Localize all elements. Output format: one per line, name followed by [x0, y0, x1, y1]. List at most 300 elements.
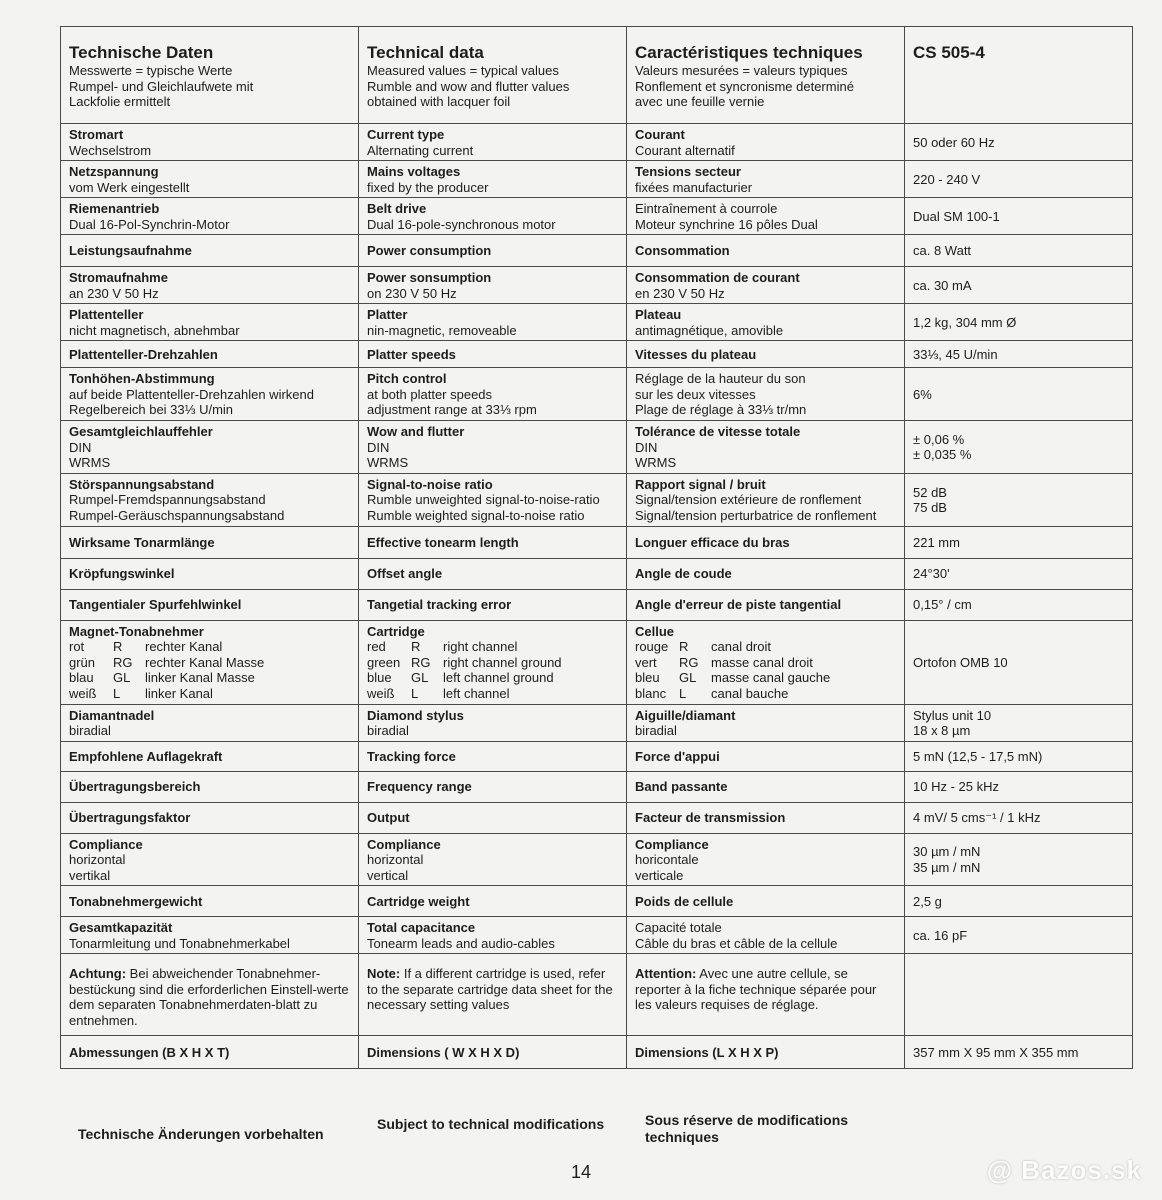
spec-cell-en: [359, 368, 627, 421]
spec-cell-en: [359, 124, 627, 161]
spec-value: 2,5 g: [913, 893, 942, 909]
spec-value: 18 x 8 µm: [913, 723, 971, 738]
spec-value-cell: [905, 954, 1133, 1036]
spec-value: ca. 16 pF: [913, 927, 968, 943]
cartridge-pin-field: right channel: [443, 639, 518, 654]
spec-label: Cartridge weight: [367, 893, 470, 909]
cartridge-pin-field: canal bauche: [711, 685, 789, 701]
cartridge-pin-field: R: [113, 639, 123, 654]
spec-cell-de: [61, 161, 359, 198]
cartridge-pin-row: [367, 686, 618, 702]
spec-row: [61, 267, 1133, 304]
spec-value: ± 0,035 %: [913, 447, 972, 463]
cartridge-pin-row: [69, 686, 350, 702]
spec-label: Empfohlene Auflagekraft: [69, 748, 223, 764]
spec-line: Rumpel-Fremdspannungsabstand: [69, 492, 266, 507]
spec-cell-fr: [627, 473, 905, 526]
note-text: [367, 966, 618, 1013]
header-cell: [359, 27, 627, 124]
spec-cell-en: [359, 741, 627, 771]
cartridge-pin-field: weiß: [69, 685, 97, 701]
spec-cell-de: [61, 704, 359, 741]
spec-line: Câble du bras et câble de la cellule: [635, 935, 838, 951]
spec-cell-en: [359, 341, 627, 368]
spec-cell-de: [61, 124, 359, 161]
spec-cell-de: [61, 620, 359, 704]
spec-line: on 230 V 50 Hz: [367, 285, 457, 301]
spec-label: Compliance: [367, 836, 441, 852]
spec-row: [61, 368, 1133, 421]
cartridge-pin-row: [69, 639, 350, 655]
footer-en: Subject to technical modifications: [377, 1116, 605, 1132]
spec-line: an 230 V 50 Hz: [69, 285, 159, 301]
cartridge-pin-row: [69, 655, 350, 671]
spec-line: vom Werk eingestellt: [69, 179, 190, 195]
spec-value: 33⅓, 45 U/min: [913, 346, 998, 362]
spec-row: [61, 235, 1133, 267]
header-cell: [905, 27, 1133, 124]
cartridge-pin-field: R: [411, 639, 421, 654]
spec-label: Current type: [367, 127, 445, 142]
spec-label: Tolérance de vitesse totale: [635, 424, 801, 439]
spec-cell-en: [359, 771, 627, 802]
spec-label: Belt drive: [367, 201, 427, 216]
spec-line: Tonarmleitung und Tonabnehmerkabel: [69, 935, 290, 951]
spec-value: 1,2 kg, 304 mm Ø: [913, 314, 1017, 330]
spec-row: [61, 124, 1133, 161]
spec-cell-en: [359, 198, 627, 235]
header-title: CS 505-4: [913, 43, 985, 62]
note-label: Attention:: [635, 966, 697, 981]
spec-value-cell: [905, 802, 1133, 833]
spec-line: WRMS: [367, 455, 409, 470]
header-title: Caractéristiques techniques: [635, 43, 863, 62]
spec-label: Platter: [367, 307, 408, 322]
spec-cell-en: [359, 886, 627, 917]
spec-line: WRMS: [69, 455, 111, 470]
spec-label: Kröpfungswinkel: [69, 566, 175, 582]
spec-row: [61, 1036, 1133, 1069]
cartridge-pin-field: GL: [113, 670, 131, 685]
spec-label: Magnet-Tonabnehmer: [69, 623, 204, 639]
spec-value: ca. 30 mA: [913, 277, 972, 293]
cartridge-pin-field: RG: [679, 654, 699, 670]
header-title: Technical data: [367, 43, 484, 62]
spec-row: [61, 341, 1133, 368]
spec-row: [61, 304, 1133, 341]
spec-label: Offset angle: [367, 566, 443, 582]
spec-cell-de: [61, 473, 359, 526]
cartridge-pin-field: rechter Kanal Masse: [145, 654, 265, 670]
spec-value-cell: [905, 771, 1133, 802]
spec-cell-fr: [627, 124, 905, 161]
spec-row: [61, 833, 1133, 886]
spec-label: Diamond stylus: [367, 707, 464, 723]
spec-cell-fr: [627, 341, 905, 368]
spec-line: Regelbereich bei 33⅓ U/min: [69, 402, 234, 417]
spec-value: 4 mV/ 5 cms⁻¹ / 1 kHz: [913, 810, 1041, 826]
spec-label: Übertragungsfaktor: [69, 810, 191, 826]
spec-sheet: [60, 26, 1132, 1069]
spec-cell-en: [359, 589, 627, 620]
spec-line: DIN: [367, 439, 390, 455]
cartridge-pin-row: [635, 655, 896, 671]
cartridge-pin-field: linker Kanal: [145, 685, 213, 701]
cartridge-pin-field: red: [367, 639, 386, 654]
spec-label: Compliance: [635, 836, 709, 852]
spec-line: at both platter speeds: [367, 386, 493, 402]
cartridge-pin-field: canal droit: [711, 639, 771, 654]
spec-label: Gesamtgleichlauffehler: [69, 424, 213, 439]
spec-value-cell: [905, 235, 1133, 267]
spec-line: antimagnétique, amovible: [635, 322, 784, 338]
spec-cell-de: [61, 198, 359, 235]
spec-cell-en: [359, 558, 627, 589]
watermark: @ Bazos.sk: [986, 1155, 1142, 1185]
spec-value: Dual SM 100-1: [913, 208, 1000, 224]
spec-cell-de: [61, 368, 359, 421]
spec-value-cell: [905, 704, 1133, 741]
spec-cell-en: [359, 526, 627, 558]
spec-value-cell: [905, 620, 1133, 704]
cartridge-pin-field: linker Kanal Masse: [145, 670, 255, 685]
spec-label: Cellue: [635, 623, 675, 639]
spec-value-cell: [905, 124, 1133, 161]
spec-line: Dual 16-pole-synchronous motor: [367, 216, 556, 232]
spec-label: Angle de coude: [635, 566, 732, 582]
header-line: Measured values = typical values: [367, 63, 559, 78]
spec-row: [61, 704, 1133, 741]
cartridge-pin-field: rechter Kanal: [145, 639, 223, 654]
spec-value-cell: [905, 1036, 1133, 1069]
cartridge-pin-field: GL: [679, 670, 697, 685]
spec-label: Plateau: [635, 307, 682, 322]
spec-line: Eintraînement à courrole: [635, 201, 778, 216]
spec-value: 221 mm: [913, 534, 960, 550]
spec-row: [61, 473, 1133, 526]
spec-value: 10 Hz - 25 kHz: [913, 779, 999, 795]
note-label: Note:: [367, 966, 401, 981]
spec-value: 357 mm X 95 mm X 355 mm: [913, 1044, 1079, 1060]
spec-label: Longuer efficace du bras: [635, 534, 790, 550]
note-body: Avec une autre cellule, se reporter à la fiche technique séparée pour les valeurs requises de réglage.: [635, 966, 877, 1012]
spec-cell-de: [61, 954, 359, 1036]
cartridge-pin-row: [367, 670, 618, 686]
spec-cell-de: [61, 589, 359, 620]
spec-value-cell: [905, 368, 1133, 421]
cartridge-pin-field: rouge: [635, 639, 669, 654]
page-number: 14: [570, 1162, 592, 1182]
spec-cell-fr: [627, 771, 905, 802]
spec-value: 0,15° / cm: [913, 597, 972, 613]
spec-cell-fr: [627, 421, 905, 474]
spec-cell-fr: [627, 833, 905, 886]
spec-label: Tracking force: [367, 748, 456, 764]
spec-label: Dimensions ( W X H X D): [367, 1044, 520, 1060]
cartridge-pin-field: bleu: [635, 670, 660, 685]
spec-label: Plattenteller: [69, 307, 144, 322]
spec-value: 52 dB: [913, 484, 947, 500]
spec-cell-fr: [627, 304, 905, 341]
spec-line: horizontal: [69, 852, 126, 867]
spec-row: [61, 558, 1133, 589]
header-line: Rumpel- und Gleichlaufwete mit: [69, 78, 254, 94]
spec-label: Störspannungsabstand: [69, 476, 215, 492]
spec-row: [61, 589, 1133, 620]
cartridge-pin-field: RG: [411, 654, 431, 670]
spec-line: vertikal: [69, 867, 111, 883]
spec-cell-fr: [627, 741, 905, 771]
spec-value-cell: [905, 526, 1133, 558]
spec-value-cell: [905, 421, 1133, 474]
spec-cell-fr: [627, 589, 905, 620]
spec-line: Capacité totale: [635, 920, 722, 935]
spec-label: Übertragungsbereich: [69, 779, 201, 795]
spec-line: sur les deux vitesses: [635, 386, 756, 402]
spec-label: Facteur de transmission: [635, 810, 786, 826]
spec-label: Power consumption: [367, 243, 492, 259]
note-body: Bei abweichender Tonabnehmer-bestückung sind die erforderlichen Einstell-werte dem separaten Tonabnehmerdaten-blatt zu entnehmen.: [69, 966, 349, 1028]
spec-row: [61, 954, 1133, 1036]
spec-cell-fr: [627, 161, 905, 198]
spec-value: 6%: [913, 386, 932, 402]
spec-value: 5 mN (12,5 - 17,5 mN): [913, 748, 1043, 764]
spec-label: Mains voltages: [367, 164, 461, 179]
spec-cell-de: [61, 741, 359, 771]
spec-cell-fr: [627, 198, 905, 235]
spec-value: 24°30': [913, 566, 950, 582]
spec-line: horicontale: [635, 852, 699, 867]
spec-label: Tensions secteur: [635, 164, 741, 179]
table-header-row: [61, 27, 1133, 124]
spec-cell-en: [359, 473, 627, 526]
spec-cell-fr: [627, 917, 905, 954]
spec-cell-en: [359, 304, 627, 341]
spec-cell-fr: [627, 558, 905, 589]
spec-cell-fr: [627, 526, 905, 558]
spec-cell-de: [61, 235, 359, 267]
header-line: Valeurs mesurées = valeurs typiques: [635, 63, 848, 78]
spec-line: Alternating current: [367, 142, 474, 158]
spec-label: Effective tonearm length: [367, 534, 519, 550]
spec-cell-de: [61, 526, 359, 558]
note-body: If a different cartridge is used, refer to the separate cartridge data sheet for the necessary setting values: [367, 966, 613, 1012]
spec-cell-fr: [627, 620, 905, 704]
spec-value-cell: [905, 589, 1133, 620]
spec-value-cell: [905, 886, 1133, 917]
spec-line: horizontal: [367, 852, 424, 867]
spec-cell-fr: [627, 802, 905, 833]
spec-label: Frequency range: [367, 779, 472, 795]
spec-line: vertical: [367, 867, 409, 883]
spec-line: Plage de réglage à 33⅓ tr/mn: [635, 402, 807, 418]
spec-label: Tangentialer Spurfehlwinkel: [69, 597, 242, 613]
spec-row: [61, 198, 1133, 235]
spec-line: adjustment range at 33⅓ rpm: [367, 402, 537, 417]
spec-label: Wow and flutter: [367, 424, 465, 439]
header-line: Rumble and wow and flutter values: [367, 78, 570, 94]
spec-label: Courant: [635, 127, 685, 142]
spec-cell-en: [359, 421, 627, 474]
spec-cell-de: [61, 304, 359, 341]
spec-line: Rumpel-Geräuschspannungsabstand: [69, 507, 285, 523]
spec-value-cell: [905, 741, 1133, 771]
spec-label: Cartridge: [367, 623, 425, 639]
spec-value: ± 0,06 %: [913, 431, 965, 447]
spec-row: [61, 802, 1133, 833]
cartridge-pin-row: [367, 655, 618, 671]
spec-line: Réglage de la hauteur du son: [635, 371, 806, 387]
spec-line: Moteur synchrine 16 pôles Dual: [635, 216, 818, 232]
cartridge-pin-row: [367, 639, 618, 655]
spec-value-cell: [905, 833, 1133, 886]
spec-line: verticale: [635, 867, 684, 883]
cartridge-pin-field: L: [679, 685, 687, 701]
spec-line: nicht magnetisch, abnehmbar: [69, 322, 240, 338]
cartridge-pin-field: left channel ground: [443, 670, 554, 685]
spec-value: Ortofon OMB 10: [913, 654, 1008, 670]
spec-value: 50 oder 60 Hz: [913, 134, 995, 150]
spec-label: Gesamtkapazität: [69, 920, 173, 935]
spec-cell-de: [61, 802, 359, 833]
spec-row: [61, 161, 1133, 198]
spec-label: Wirksame Tonarmlänge: [69, 534, 215, 550]
spec-label: Platter speeds: [367, 346, 456, 362]
spec-label: Angle d'erreur de piste tangential: [635, 597, 842, 613]
spec-line: Rumble unweighted signal-to-noise-ratio: [367, 492, 600, 507]
cartridge-pin-field: rot: [69, 639, 85, 654]
cartridge-pin-field: vert: [635, 654, 657, 670]
cartridge-pin-field: L: [113, 685, 121, 701]
spec-label: Rapport signal / bruit: [635, 476, 766, 492]
cartridge-pin-field: green: [367, 654, 401, 670]
spec-cell-en: [359, 954, 627, 1036]
spec-value-cell: [905, 917, 1133, 954]
spec-value: ca. 8 Watt: [913, 243, 972, 259]
spec-label: Consommation: [635, 243, 730, 259]
spec-cell-fr: [627, 368, 905, 421]
header-line: avec une feuille vernie: [635, 94, 765, 109]
spec-cell-fr: [627, 954, 905, 1036]
spec-value-cell: [905, 161, 1133, 198]
spec-value-cell: [905, 473, 1133, 526]
footer-fr: Sous réserve de modifications techniques: [645, 1112, 849, 1145]
footer-de: Technische Änderungen vorbehalten: [78, 1126, 324, 1142]
note-text: [69, 966, 350, 1028]
spec-cell-en: [359, 833, 627, 886]
spec-cell-en: [359, 917, 627, 954]
spec-row: [61, 421, 1133, 474]
spec-label: Aiguille/diamant: [635, 707, 736, 723]
spec-label: Pitch control: [367, 371, 447, 386]
spec-cell-de: [61, 886, 359, 917]
spec-cell-de: [61, 421, 359, 474]
spec-label: Signal-to-noise ratio: [367, 476, 493, 492]
cartridge-pin-field: blue: [367, 670, 392, 685]
spec-label: Leistungsaufnahme: [69, 243, 192, 259]
spec-label: Tangetial tracking error: [367, 597, 512, 613]
spec-cell-de: [61, 341, 359, 368]
spec-cell-en: [359, 161, 627, 198]
cartridge-pin-field: masse canal droit: [711, 654, 813, 670]
spec-line: biradial: [69, 723, 111, 738]
spec-row: [61, 526, 1133, 558]
spec-cell-fr: [627, 1036, 905, 1069]
spec-cell-fr: [627, 886, 905, 917]
spec-value: 35 µm / mN: [913, 859, 981, 875]
spec-label: Output: [367, 810, 410, 826]
cartridge-pin-row: [635, 639, 896, 655]
spec-value: 220 - 240 V: [913, 171, 981, 187]
header-line: obtained with lacquer foil: [367, 94, 511, 109]
spec-row: [61, 886, 1133, 917]
spec-value-cell: [905, 558, 1133, 589]
spec-cell-en: [359, 235, 627, 267]
spec-row: [61, 771, 1133, 802]
spec-cell-de: [61, 267, 359, 304]
note-text: [635, 966, 896, 1013]
cartridge-pin-row: [635, 686, 896, 702]
spec-value-cell: [905, 304, 1133, 341]
spec-label: Compliance: [69, 836, 143, 852]
spec-cell-en: [359, 1036, 627, 1069]
cartridge-pin-field: GL: [411, 670, 429, 685]
cartridge-pin-field: R: [679, 639, 689, 654]
spec-line: Dual 16-Pol-Synchrin-Motor: [69, 216, 230, 232]
spec-value-cell: [905, 341, 1133, 368]
spec-label: Vitesses du plateau: [635, 346, 757, 362]
spec-line: nin-magnetic, removeable: [367, 322, 517, 338]
cartridge-pin-field: RG: [113, 654, 133, 670]
spec-line: WRMS: [635, 455, 677, 470]
spec-cell-en: [359, 267, 627, 304]
spec-line: biradial: [367, 723, 409, 738]
spec-label: Poids de cellule: [635, 893, 734, 909]
spec-value: 30 µm / mN: [913, 844, 981, 860]
spec-cell-en: [359, 620, 627, 704]
spec-value: Stylus unit 10: [913, 707, 992, 723]
spec-label: Consommation de courant: [635, 270, 800, 285]
cartridge-pin-field: blau: [69, 670, 94, 685]
header-title: Technische Daten: [69, 43, 214, 62]
spec-value: 75 dB: [913, 500, 947, 515]
header-cell: [61, 27, 359, 124]
cartridge-pin-field: weiß: [367, 685, 395, 701]
spec-label: Total capacitance: [367, 920, 476, 935]
note-label: Achtung:: [69, 966, 127, 981]
spec-line: Wechselstrom: [69, 142, 152, 158]
spec-cell-en: [359, 802, 627, 833]
cartridge-pin-field: blanc: [635, 685, 667, 701]
spec-label: Band passante: [635, 779, 728, 795]
spec-row: [61, 917, 1133, 954]
cartridge-pin-field: right channel ground: [443, 654, 562, 670]
spec-line: fixed by the producer: [367, 179, 489, 195]
spec-cell-de: [61, 1036, 359, 1069]
spec-value-cell: [905, 267, 1133, 304]
spec-line: auf beide Plattenteller-Drehzahlen wirkend: [69, 386, 314, 402]
spec-cell-fr: [627, 704, 905, 741]
header-line: Messwerte = typische Werte: [69, 63, 233, 78]
spec-label: Stromart: [69, 127, 124, 142]
spec-line: DIN: [635, 439, 658, 455]
spec-cell-de: [61, 558, 359, 589]
header-line: Ronflement et syncronisme determiné: [635, 78, 854, 94]
spec-label: Plattenteller-Drehzahlen: [69, 346, 218, 362]
header-line: Lackfolie ermittelt: [69, 94, 171, 109]
cartridge-pin-field: masse canal gauche: [711, 670, 831, 685]
cartridge-pin-row: [69, 670, 350, 686]
